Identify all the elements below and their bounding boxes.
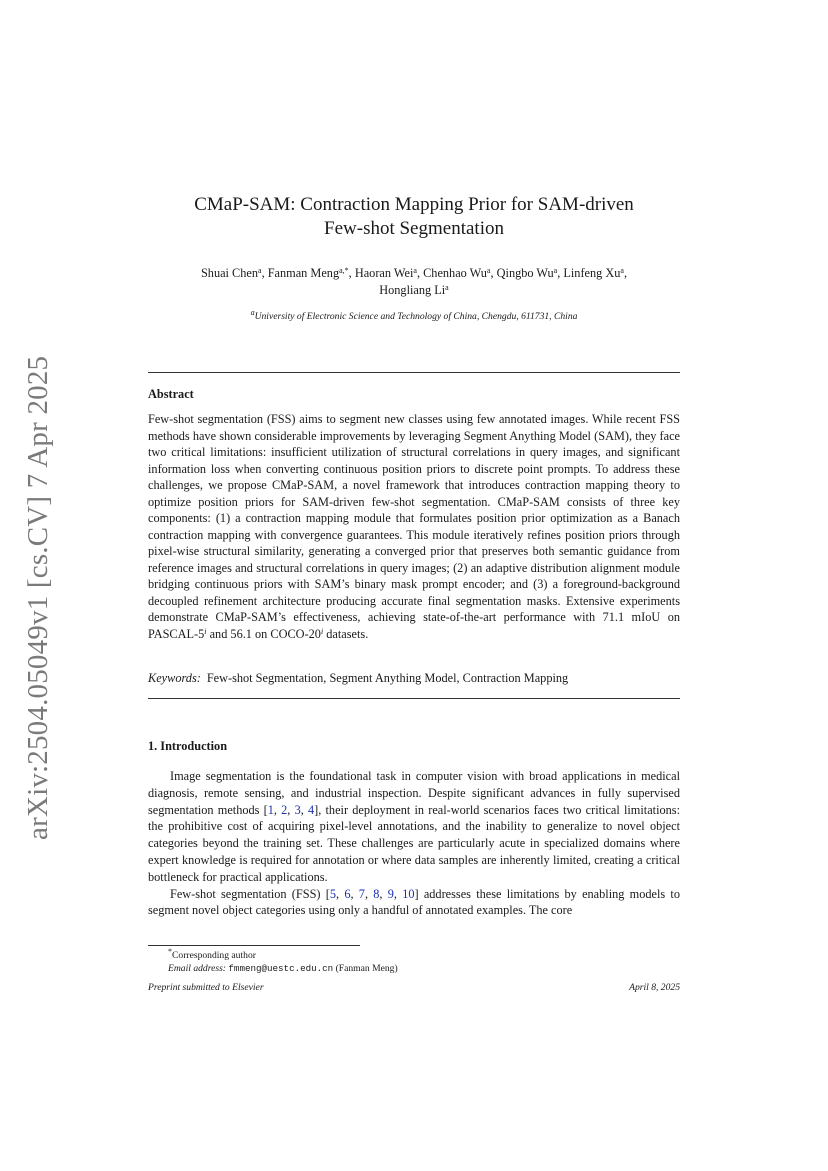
intro-paragraph-2 — [148, 886, 680, 920]
section-heading-introduction: 1. Introduction — [148, 739, 228, 753]
author — [355, 266, 417, 280]
affiliation — [148, 308, 680, 322]
footnote-email-line — [148, 962, 680, 975]
author — [379, 283, 448, 297]
citation-link[interactable]: 10 — [402, 886, 415, 901]
footnote-rule — [148, 945, 360, 946]
arxiv-identifier: arXiv:2504.05049v1 [cs.CV] 7 Apr 2025 — [22, 355, 54, 840]
footer-date: April 8, 2025 — [629, 982, 680, 993]
abstract-body — [148, 411, 680, 642]
author — [563, 266, 624, 280]
top-rule — [148, 372, 680, 373]
citation-link[interactable]: 4 — [307, 802, 315, 817]
author-name: Linfeng Xu — [563, 266, 621, 280]
title-line-2: Few-shot Segmentation — [324, 218, 504, 239]
bottom-rule — [148, 698, 680, 699]
citation-link[interactable]: 2 — [281, 802, 288, 817]
author-name: Chenhao Wu — [423, 266, 487, 280]
citation-link[interactable]: 7 — [358, 886, 365, 901]
author-mark: a — [258, 266, 262, 275]
footnote-corresponding-text: Corresponding author — [172, 950, 256, 961]
intro-p2-text-b: ] addresses these limitations by enabling models to segment novel object categories using only a handful of annotated examples. The core — [148, 886, 680, 918]
footnote-email-label: Email address: — [168, 963, 227, 974]
author-mark: a — [620, 266, 624, 275]
author-mark: a — [486, 266, 491, 275]
footnote-mark: * — [168, 947, 172, 956]
intro-p1-text-b: ], their deployment in real-world scenarios faces two critical limitations: the prohibitive cost of acquiring pixel-level annotations, and the inability to generalize to novel object categories beyond the training set. These challenges are particularly acute in specialized domains where expert knowledge is required for annotation or where data samples are inherently limited, creating a critical bottleneck for practical applications. — [148, 802, 680, 884]
citation-link[interactable]: 3 — [294, 802, 301, 817]
footnote-email-name: (Fanman Meng) — [335, 963, 398, 974]
title-line-1: CMaP-SAM: Contraction Mapping Prior for SAM-driven — [194, 194, 634, 215]
intro-p1-text-a: Image segmentation is the foundational task in computer vision with broad applications in medical diagnosis, remote sensing, and industrial inspection. Despite significant advances in fully supervised segmentation methods [ — [148, 769, 680, 817]
author — [497, 266, 558, 280]
author-name: Haoran Wei — [354, 266, 414, 280]
author — [268, 266, 349, 280]
author-mark: a — [445, 283, 449, 292]
affiliation-mark: a — [250, 308, 255, 317]
footer-left: Preprint submitted to Elsevier — [148, 982, 264, 993]
keywords-list: Few-shot Segmentation, Segment Anything Model, Contraction Mapping — [206, 671, 569, 685]
intro-p2-text-a: Few-shot segmentation (FSS) [ — [170, 886, 330, 901]
affiliation-text: University of Electronic Science and Technology of China, Chengdu, 611731, China — [254, 311, 578, 322]
author-name: Hongliang Li — [379, 283, 446, 297]
introduction-body — [148, 768, 680, 919]
author-mark: a — [553, 266, 558, 275]
abstract-sup-1: i — [204, 626, 207, 636]
author-name: Qingbo Wu — [496, 266, 554, 280]
author-list: Shuai Chen$^a$, Fanman Meng$^{a,*}$, Haoran Wei$^a$, Chenhao Wu$^a$, Qingbo Wu$^a$, Linfeng Xu$^a$, Hongliang Li$^a$ — [200, 266, 628, 297]
keywords — [148, 671, 680, 686]
keywords-label: Keywords: — [148, 671, 201, 685]
author-mark: a,* — [339, 266, 349, 275]
paper-title — [148, 193, 680, 241]
footnote-corresponding — [148, 949, 680, 962]
author — [201, 266, 262, 280]
intro-p1-citations: 1, 2, 3, 4 — [267, 802, 315, 817]
intro-paragraph-1 — [148, 768, 680, 886]
abstract-end: datasets. — [323, 626, 369, 641]
abstract-heading: Abstract — [148, 387, 194, 401]
citation-link[interactable]: 5 — [329, 886, 337, 901]
page-footer — [148, 982, 680, 993]
author — [423, 266, 490, 280]
footnote — [148, 949, 680, 975]
abstract-mid: and 56.1 on COCO-20 — [206, 626, 321, 641]
citation-link[interactable]: 8 — [373, 886, 380, 901]
author-mark: a — [413, 266, 417, 275]
intro-p2-citations: 5, 6, 7, 8, 9, 10 — [329, 886, 415, 901]
abstract-text: Few-shot segmentation (FSS) aims to segment new classes using few annotated images. While recent FSS methods have shown considerable improvements by leveraging Segment Anything Model (SAM), they face two critical limitations: insufficient utilization of structural correlations in query images, and significant information loss when converting continuous position priors to discrete point prompts. To address these challenges, we propose CMaP-SAM, a novel framework that introduces contraction mapping theory to optimize position priors for SAM-driven few-shot segmentation. CMaP-SAM consists of three key components: (1) a contraction mapping module that formulates position prior optimization as a Banach contraction mapping with convergence guarantees. This module iteratively refines position priors through pixel-wise structural similarity, generating a converged prior that preserves both semantic guidance from reference images and structural correlations in query images; (2) an adaptive distribution alignment module bridging continuous priors with SAM’s binary mask prompt encoder; and (3) a foreground-background decoupled refinement architecture producing accurate final segmentation masks. Extensive experiments demonstrate CMaP-SAM’s effectiveness, achieving state-of-the-art performance with 71.1 mIoU on PASCAL-5 — [148, 412, 680, 641]
author-name: Fanman Meng — [267, 266, 340, 280]
abstract-sup-2: i — [320, 626, 324, 636]
author-name: Shuai Chen — [200, 266, 258, 280]
citation-link[interactable]: 6 — [344, 886, 351, 901]
citation-link[interactable]: 1 — [267, 802, 274, 817]
footnote-email[interactable]: fmmeng@uestc.edu.cn — [228, 963, 334, 974]
citation-link[interactable]: 9 — [387, 886, 394, 901]
